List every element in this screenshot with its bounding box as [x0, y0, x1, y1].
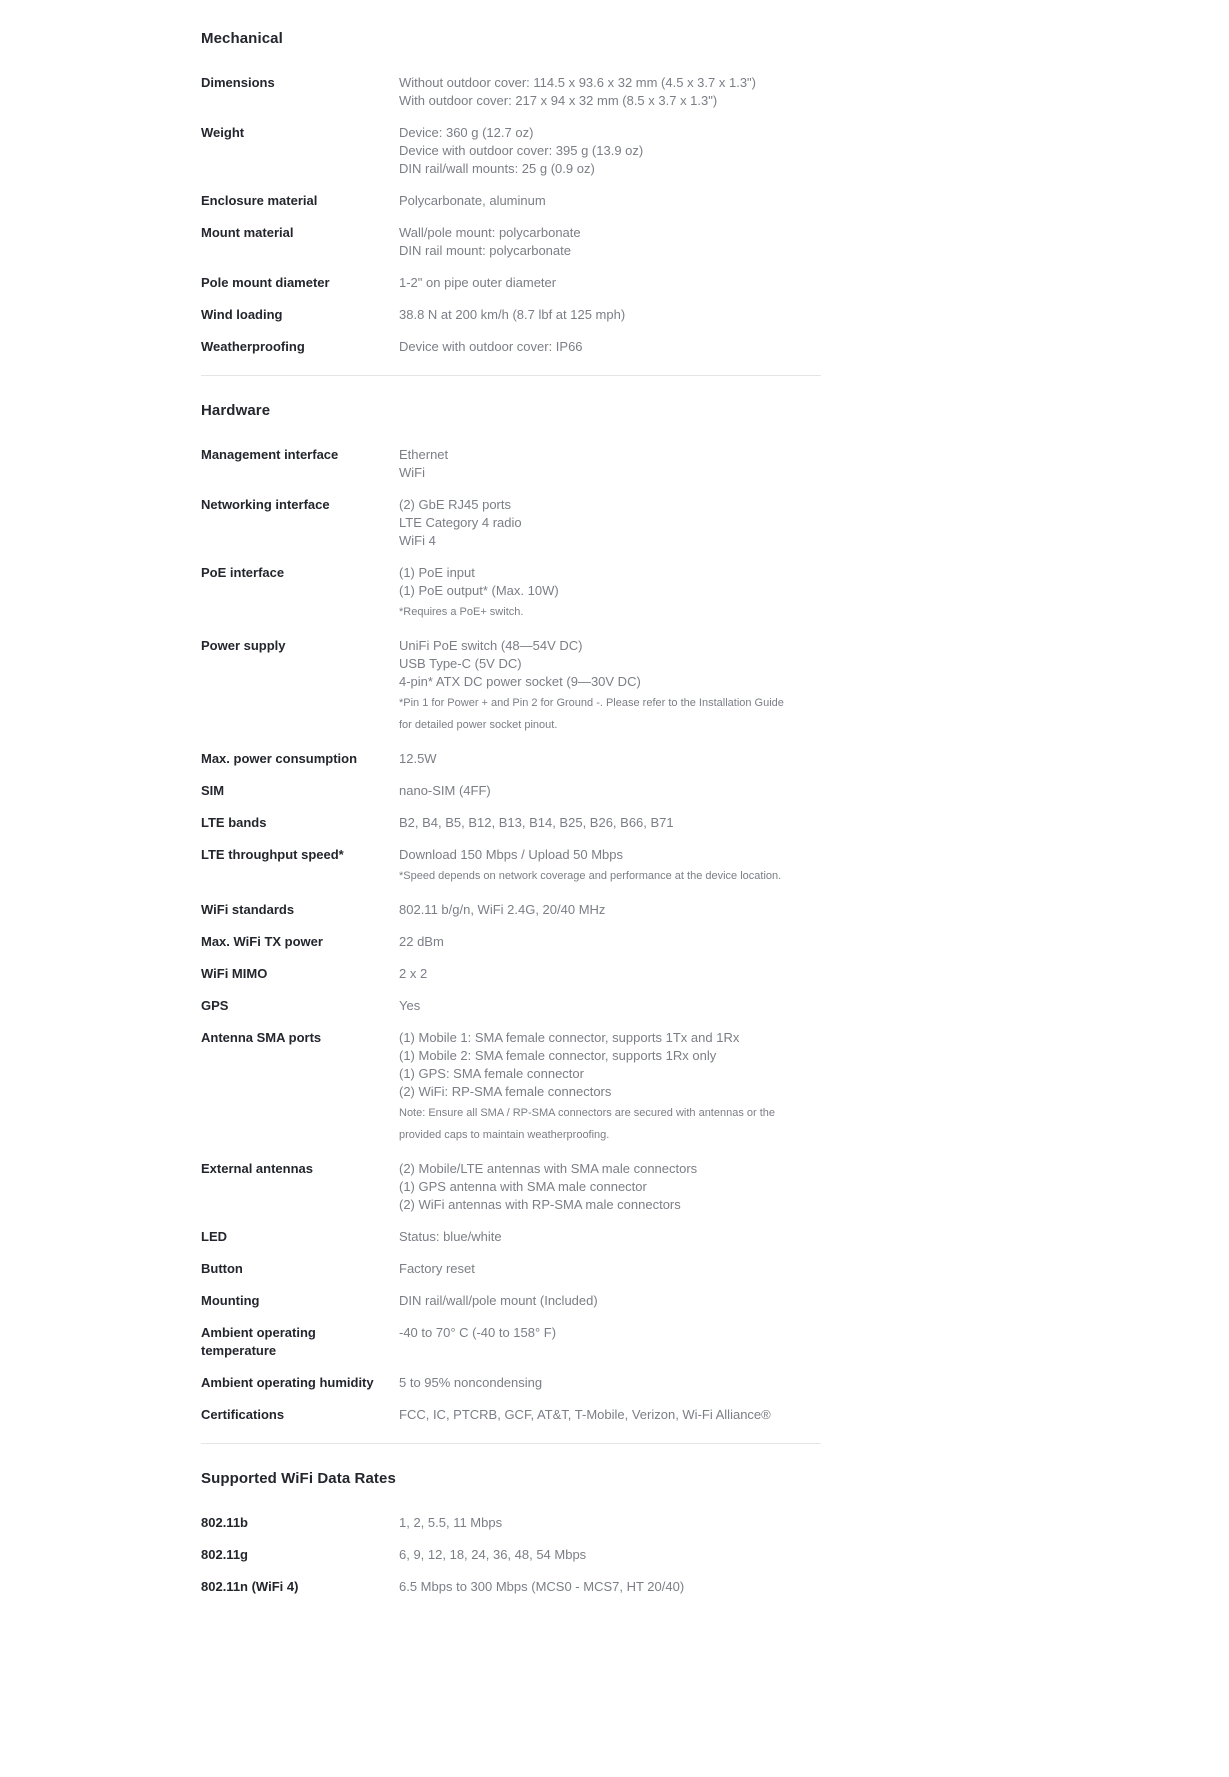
spec-value-line: WiFi 4 — [399, 533, 436, 548]
spec-row — [201, 274, 821, 292]
spec-label: WiFi MIMO — [201, 966, 268, 981]
spec-row — [201, 306, 821, 324]
spec-label: Mount material — [201, 225, 294, 240]
spec-value-line: (2) GbE RJ45 ports — [399, 497, 511, 512]
spec-value-line: Wall/pole mount: polycarbonate — [399, 225, 581, 240]
spec-value — [399, 901, 821, 919]
spec-value — [399, 1324, 821, 1342]
spec-value — [399, 750, 821, 768]
spec-value-line: Status: blue/white — [399, 1229, 502, 1244]
spec-value — [399, 965, 821, 983]
spec-section — [201, 1470, 821, 1596]
spec-label: Ambient operating humidity — [201, 1375, 374, 1390]
spec-row — [201, 933, 821, 951]
spec-row — [201, 1292, 821, 1310]
spec-value-line: WiFi — [399, 465, 425, 480]
spec-row — [201, 965, 821, 983]
spec-value-line: -40 to 70° C (-40 to 158° F) — [399, 1325, 557, 1340]
spec-rows — [201, 74, 821, 356]
spec-label: Wind loading — [201, 307, 283, 322]
spec-value-line: Ethernet — [399, 447, 449, 462]
spec-row — [201, 814, 821, 832]
spec-value — [399, 1228, 821, 1246]
spec-value-line: (2) Mobile/LTE antennas with SMA male connectors — [399, 1161, 698, 1176]
spec-row — [201, 1260, 821, 1278]
spec-row — [201, 750, 821, 768]
spec-rows — [201, 446, 821, 1424]
spec-footnote: *Speed depends on network coverage and performance at the device location. — [399, 870, 782, 882]
spec-value — [399, 997, 821, 1015]
spec-value-line: (1) GPS: SMA female connector — [399, 1066, 584, 1081]
spec-value-line: 1-2" on pipe outer diameter — [399, 275, 557, 290]
spec-label: 802.11g — [201, 1547, 248, 1562]
spec-label: Mounting — [201, 1293, 260, 1308]
spec-value-line: FCC, IC, PTCRB, GCF, AT&T, T-Mobile, Verizon, Wi-Fi Alliance® — [399, 1407, 771, 1422]
spec-label: LED — [201, 1229, 227, 1244]
spec-row — [201, 446, 821, 482]
spec-row — [201, 1546, 821, 1564]
spec-label: Certifications — [201, 1407, 285, 1422]
spec-row — [201, 1029, 821, 1146]
spec-value — [399, 306, 821, 324]
spec-row — [201, 1578, 821, 1596]
section-divider — [201, 375, 821, 376]
spec-label: SIM — [201, 783, 225, 798]
spec-value-line: (1) GPS antenna with SMA male connector — [399, 1179, 647, 1194]
spec-value — [399, 124, 821, 178]
spec-row — [201, 192, 821, 210]
spec-label: GPS — [201, 998, 229, 1013]
spec-label: Button — [201, 1261, 243, 1276]
section-divider — [201, 1443, 821, 1444]
spec-row — [201, 846, 821, 887]
spec-value-line: 38.8 N at 200 km/h (8.7 lbf at 125 mph) — [399, 307, 626, 322]
spec-value-line: USB Type-C (5V DC) — [399, 656, 522, 671]
spec-label: Power supply — [201, 638, 286, 653]
spec-value-line: 5 to 95% noncondensing — [399, 1375, 543, 1390]
spec-value — [399, 814, 821, 832]
spec-value — [399, 192, 821, 210]
spec-label: WiFi standards — [201, 902, 295, 917]
spec-label: Networking interface — [201, 497, 330, 512]
spec-value — [399, 338, 821, 356]
spec-row — [201, 1228, 821, 1246]
spec-value-line: 802.11 b/g/n, WiFi 2.4G, 20/40 MHz — [399, 902, 606, 917]
spec-value — [399, 1514, 821, 1532]
spec-value — [399, 564, 821, 623]
spec-value-line: 12.5W — [399, 751, 437, 766]
spec-footnote: *Requires a PoE+ switch. — [399, 606, 524, 618]
spec-rows — [201, 1514, 821, 1596]
spec-value-line: With outdoor cover: 217 x 94 x 32 mm (8.5 x 3.7 x 1.3") — [399, 93, 718, 108]
spec-section — [201, 402, 821, 1424]
spec-value-line: (1) Mobile 1: SMA female connector, supports 1Tx and 1Rx — [399, 1030, 740, 1045]
spec-row — [201, 1374, 821, 1392]
spec-row — [201, 124, 821, 178]
spec-value — [399, 1292, 821, 1310]
spec-row — [201, 564, 821, 623]
spec-row — [201, 496, 821, 550]
spec-value-line: (1) Mobile 2: SMA female connector, supports 1Rx only — [399, 1048, 717, 1063]
spec-label: 802.11b — [201, 1515, 248, 1530]
spec-row — [201, 224, 821, 260]
spec-section — [201, 30, 821, 356]
spec-value-line: Device with outdoor cover: IP66 — [399, 339, 583, 354]
spec-value-line: 4-pin* ATX DC power socket (9—30V DC) — [399, 674, 641, 689]
spec-row — [201, 782, 821, 800]
spec-label: Antenna SMA ports — [201, 1030, 322, 1045]
spec-label: Max. power consumption — [201, 751, 358, 766]
spec-value — [399, 637, 821, 736]
spec-value — [399, 933, 821, 951]
section-title: Mechanical — [201, 30, 283, 47]
spec-value — [399, 496, 821, 550]
spec-value-line: nano-SIM (4FF) — [399, 783, 491, 798]
spec-row — [201, 1406, 821, 1424]
spec-label: PoE interface — [201, 565, 285, 580]
spec-value-line: 22 dBm — [399, 934, 444, 949]
spec-label: Ambient operating temperature — [201, 1325, 316, 1358]
spec-value — [399, 1578, 821, 1596]
spec-value-line: (2) WiFi: RP-SMA female connectors — [399, 1084, 612, 1099]
spec-value-line: (1) PoE output* (Max. 10W) — [399, 583, 559, 598]
spec-row — [201, 997, 821, 1015]
section-title: Supported WiFi Data Rates — [201, 1470, 396, 1487]
spec-label: External antennas — [201, 1161, 313, 1176]
spec-value — [399, 1029, 821, 1146]
spec-row — [201, 338, 821, 356]
spec-value — [399, 446, 821, 482]
spec-value-line: 1, 2, 5.5, 11 Mbps — [399, 1515, 503, 1530]
spec-value-line: Device: 360 g (12.7 oz) — [399, 125, 534, 140]
spec-label: Weatherproofing — [201, 339, 305, 354]
spec-value — [399, 74, 821, 110]
spec-value-line: UniFi PoE switch (48—54V DC) — [399, 638, 583, 653]
spec-value-line: 6.5 Mbps to 300 Mbps (MCS0 - MCS7, HT 20/40) — [399, 1579, 685, 1594]
spec-value-line: Factory reset — [399, 1261, 475, 1276]
spec-value — [399, 846, 821, 887]
spec-label: Dimensions — [201, 75, 275, 90]
spec-value — [399, 1374, 821, 1392]
spec-label: Weight — [201, 125, 245, 140]
spec-sheet — [201, 30, 821, 1610]
spec-row — [201, 1324, 821, 1360]
spec-label: LTE bands — [201, 815, 267, 830]
spec-value-line: (2) WiFi antennas with RP-SMA male connectors — [399, 1197, 681, 1212]
spec-value-line: B2, B4, B5, B12, B13, B14, B25, B26, B66, B71 — [399, 815, 674, 830]
spec-value — [399, 1160, 821, 1214]
spec-label: Enclosure material — [201, 193, 318, 208]
spec-value-line: 6, 9, 12, 18, 24, 36, 48, 54 Mbps — [399, 1547, 587, 1562]
spec-value-line: (1) PoE input — [399, 565, 475, 580]
spec-value — [399, 224, 821, 260]
spec-footnote: *Pin 1 for Power + and Pin 2 for Ground -. Please refer to the Installation Guide for detailed power socket pinout. — [399, 697, 784, 731]
spec-row — [201, 637, 821, 736]
spec-value-line: Yes — [399, 998, 421, 1013]
spec-value — [399, 1260, 821, 1278]
spec-label: Max. WiFi TX power — [201, 934, 323, 949]
spec-row — [201, 901, 821, 919]
spec-value-line: DIN rail/wall/pole mount (Included) — [399, 1293, 598, 1308]
spec-value-line: DIN rail mount: polycarbonate — [399, 243, 571, 258]
spec-label: Pole mount diameter — [201, 275, 330, 290]
spec-label: Management interface — [201, 447, 339, 462]
spec-value — [399, 274, 821, 292]
spec-value — [399, 782, 821, 800]
spec-row — [201, 1160, 821, 1214]
spec-value-line: Device with outdoor cover: 395 g (13.9 oz) — [399, 143, 644, 158]
spec-row — [201, 1514, 821, 1532]
spec-value-line: 2 x 2 — [399, 966, 428, 981]
spec-label: 802.11n (WiFi 4) — [201, 1579, 299, 1594]
spec-value-line: Without outdoor cover: 114.5 x 93.6 x 32 mm (4.5 x 3.7 x 1.3") — [399, 75, 756, 90]
spec-value-line: LTE Category 4 radio — [399, 515, 522, 530]
spec-value — [399, 1406, 821, 1424]
spec-value-line: Polycarbonate, aluminum — [399, 193, 546, 208]
spec-row — [201, 74, 821, 110]
spec-value — [399, 1546, 821, 1564]
spec-footnote: Note: Ensure all SMA / RP-SMA connectors are secured with antennas or the provided caps to maintain weatherproofing. — [399, 1107, 776, 1141]
spec-value-line: Download 150 Mbps / Upload 50 Mbps — [399, 847, 624, 862]
spec-value-line: DIN rail/wall mounts: 25 g (0.9 oz) — [399, 161, 595, 176]
spec-label: LTE throughput speed* — [201, 847, 344, 862]
section-title: Hardware — [201, 402, 271, 419]
